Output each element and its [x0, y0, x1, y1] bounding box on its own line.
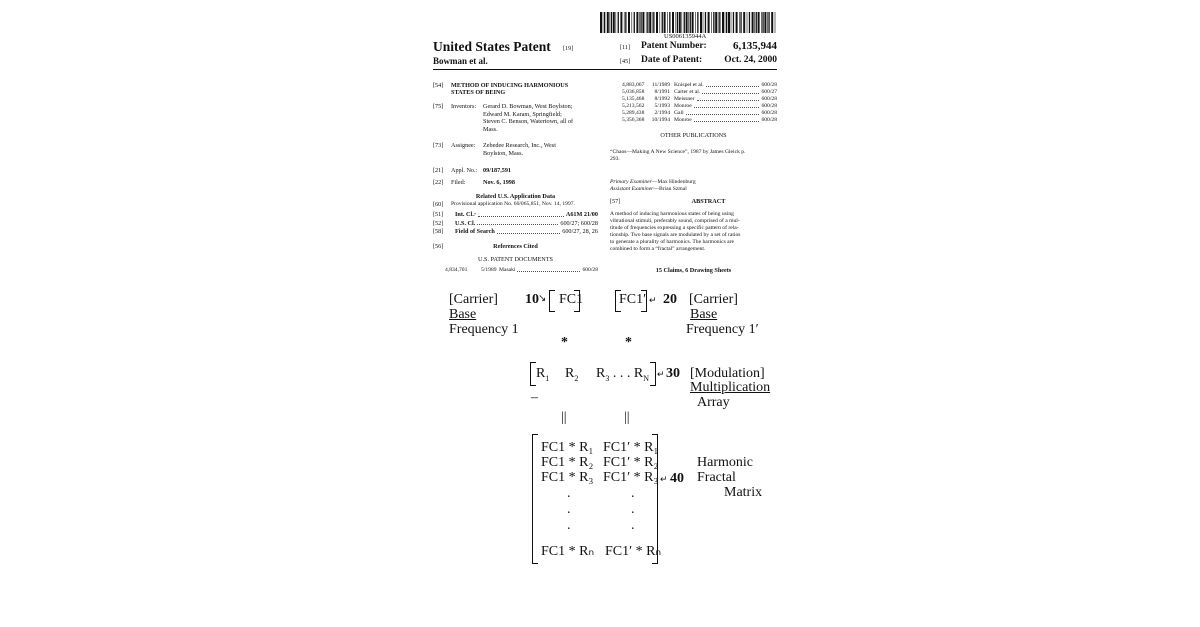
barcode-bar — [624, 12, 625, 33]
ref-class: 600/28 — [761, 103, 777, 109]
int-cl-label: Int. Cl. — [455, 211, 474, 218]
barcode-bar — [688, 12, 689, 33]
leader-dots — [478, 211, 564, 217]
invention-title-1: METHOD OF INDUCING HARMONIOUS — [451, 82, 569, 89]
assignee-code: [73] — [433, 142, 444, 149]
barcode-bar — [684, 12, 685, 33]
barcode-bar — [728, 12, 730, 33]
us-cl-row — [433, 220, 598, 228]
other-pub-line: 293. — [610, 156, 620, 162]
ref-class: 600/28 — [761, 82, 777, 88]
abstract-text — [610, 211, 777, 253]
r-symbol: R — [596, 366, 606, 381]
refs-code: [56] — [433, 243, 444, 250]
barcode-bar — [676, 12, 677, 33]
related-heading: Related U.S. Application Data — [475, 193, 556, 200]
barcode-bar — [749, 12, 750, 33]
r-subscript: 3 — [605, 373, 610, 383]
ref-40: 40 — [670, 471, 684, 486]
ref-num: 5,213,562 — [622, 103, 645, 109]
barcode-bar — [610, 12, 611, 33]
abstract-line: to generate a plurality of harmonics. The harmonics are — [610, 239, 734, 245]
field-code: [58] — [433, 228, 444, 236]
fc1-prime-box: FC1′ — [619, 292, 647, 307]
us-cl-code: [52] — [433, 219, 444, 227]
assignee-label: Assignee: — [451, 142, 476, 149]
assignee-line: Zebedee Research, Inc., West — [483, 142, 556, 149]
bracket-right — [650, 362, 656, 386]
ref-name: Masaki — [499, 267, 516, 273]
primary-examiner-name: —Max Hindenburg — [651, 179, 696, 185]
abstract-line: titude of frequencies expressing a specific pattern of rela- — [610, 225, 739, 231]
inventor-line: Edward M. Karam, Springfield; — [483, 110, 562, 118]
barcode-bar — [653, 12, 654, 33]
assistant-examiner-label: Assistant Examiner — [610, 186, 654, 192]
leader-dots — [694, 103, 760, 108]
barcode-bar — [733, 12, 734, 33]
barcode-bar — [767, 12, 768, 33]
barcode-bar — [692, 12, 694, 33]
int-cl-code: [51] — [433, 211, 444, 218]
assignee-list — [483, 142, 556, 157]
ref-class: 600/28 — [761, 110, 777, 116]
primary-examiner — [610, 179, 696, 186]
matrix-cell: FC1′ * Rₙ — [605, 544, 662, 559]
barcode-bar — [613, 12, 615, 33]
field-value: 600/27, 28, 26 — [562, 228, 598, 236]
fractal-label: Fractal — [697, 470, 736, 485]
filed-label: Filed: — [451, 179, 466, 186]
us-cl-label: U.S. Cl. — [455, 219, 476, 227]
fc1-box: FC1 — [559, 292, 584, 307]
barcode-bar — [726, 12, 727, 33]
ref-row — [622, 96, 777, 103]
leader-dots — [517, 267, 580, 272]
ref-row — [622, 117, 777, 124]
barcode-bar — [662, 12, 663, 33]
provisional-code: [60] — [433, 201, 444, 208]
barcode-bar — [669, 12, 670, 33]
barcode-bar — [686, 12, 688, 33]
r-symbol: R — [565, 366, 575, 381]
matrix-bracket-left — [532, 434, 538, 564]
ref-row — [622, 103, 777, 110]
barcode-bar — [682, 12, 683, 33]
barcode-bar — [739, 12, 740, 33]
r1 — [536, 366, 549, 387]
barcode-bar — [756, 12, 757, 33]
abstract-line: tionship. Two base signals are modulated by a set of ratios — [610, 232, 741, 238]
title-code: [19] — [563, 45, 574, 52]
barcode-bar — [690, 12, 691, 33]
leader-dots — [497, 228, 560, 234]
vertical-dot: . — [567, 486, 571, 501]
barcode-bar — [620, 12, 622, 33]
barcode-bar — [603, 12, 604, 33]
other-pubs-heading: OTHER PUBLICATIONS — [660, 132, 727, 139]
inventor-line: Gerard D. Bowman, West Boylston; — [483, 103, 573, 110]
base-right-label: Base — [690, 307, 718, 322]
ellipsis: . . . — [609, 366, 634, 381]
barcode-bar — [618, 12, 619, 33]
ref-date: 11/1989 — [651, 82, 670, 88]
field-of-search-row — [433, 228, 598, 236]
barcode-bar — [752, 12, 754, 33]
matrix-cell: FC1 * R₂ — [541, 455, 594, 470]
classification-block — [433, 211, 598, 236]
appl-number: 09/187,591 — [483, 167, 512, 174]
ref-row — [622, 110, 777, 117]
barcode-bar — [625, 12, 626, 33]
primary-examiner-label: Primary Examiner — [610, 179, 652, 185]
field-label: Field of Search — [455, 228, 495, 236]
barcode-bar — [656, 12, 658, 33]
barcode-bar — [725, 12, 726, 33]
barcode-bar — [607, 12, 609, 33]
bracket-left — [549, 290, 555, 312]
header-divider — [433, 69, 777, 70]
us-docs-heading: U.S. PATENT DOCUMENTS — [478, 256, 553, 263]
r-subscript: N — [643, 373, 649, 383]
ref-num: 4,883,067 — [622, 82, 645, 88]
barcode-bar — [640, 12, 641, 33]
barcode-bar — [708, 12, 710, 33]
ref-num: 5,289,438 — [622, 110, 645, 116]
abstract-heading: ABSTRACT — [691, 198, 726, 205]
leader-dots — [706, 82, 760, 87]
ref-name: Monroe — [674, 117, 692, 123]
modulation-label: [Modulation] — [690, 366, 765, 381]
assistant-examiner-name: —Brian Szmal — [653, 186, 687, 192]
barcode-bar — [719, 12, 720, 33]
carrier-right-label: [Carrier] — [689, 292, 738, 307]
vertical-dot: . — [567, 502, 571, 517]
ref-name: Monroe — [674, 103, 692, 109]
matrix-cell: FC1′ * R₂ — [603, 455, 659, 470]
barcode-bar — [761, 12, 762, 33]
barcode-bar — [771, 12, 773, 33]
int-cl-value: A61M 21/00 — [565, 211, 598, 218]
matrix-cell: FC1′ * R₃ — [603, 470, 659, 485]
patent-number-code: [11] — [620, 44, 631, 51]
appl-label: Appl. No.: — [451, 167, 478, 174]
barcode-bar — [722, 12, 724, 33]
barcode-bar — [664, 12, 666, 33]
abstract-code: [57] — [610, 198, 621, 205]
leader-dots — [686, 110, 760, 115]
r2 — [565, 366, 578, 387]
r-subscript: 2 — [574, 373, 579, 383]
date-code: [45] — [620, 58, 631, 65]
barcode-bar — [667, 12, 668, 33]
barcode-bar — [632, 12, 633, 33]
barcode-bar — [639, 12, 640, 33]
barcode-bar — [628, 12, 630, 33]
barcode-bar — [634, 12, 635, 33]
ref-class: 600/28 — [761, 96, 777, 102]
matrix-cell: FC1′ * R₁ — [603, 440, 659, 455]
ref-date: 5/1989 — [481, 267, 497, 273]
assignee-line: Boylston, Mass. — [483, 149, 524, 157]
barcode-bar — [700, 12, 702, 33]
patent-title: United States Patent — [433, 39, 551, 54]
barcode-bar — [611, 12, 612, 33]
vertical-dot: . — [567, 518, 571, 533]
r3-to-rn — [596, 366, 649, 387]
ref-date: 5/1993 — [654, 103, 670, 109]
ref-num: 5,135,468 — [622, 96, 645, 102]
assistant-examiner — [610, 186, 687, 193]
leader-dots — [702, 89, 759, 94]
barcode-bar — [731, 12, 732, 33]
matrix-label: Matrix — [724, 485, 763, 500]
barcode-bar — [736, 12, 738, 33]
r-symbol: R — [633, 366, 644, 381]
claims-line: 15 Claims, 6 Drawing Sheets — [655, 267, 732, 274]
barcode-bar — [711, 12, 712, 33]
reference-list — [622, 82, 777, 124]
r-symbol: R — [536, 366, 546, 381]
patent-number-label: Patent Number: — [641, 41, 707, 51]
barcode-bar — [636, 12, 638, 33]
star-right: * — [625, 335, 632, 350]
barcode-bar — [646, 12, 647, 33]
inventor-short: Bowman et al. — [433, 56, 488, 66]
harmonic-label: Harmonic — [697, 455, 753, 470]
patent-date: Oct. 24, 2000 — [724, 55, 777, 65]
frequency-right-label: Frequency 1′ — [686, 322, 759, 337]
vertical-dot: . — [631, 486, 635, 501]
star-left: * — [561, 335, 568, 350]
ref-class: 600/28 — [761, 117, 777, 123]
ref-num: 5,356,368 — [622, 117, 645, 123]
barcode-bar — [715, 12, 717, 33]
refs-heading: References Cited — [493, 243, 538, 250]
ref-name: Carter et al. — [674, 89, 701, 95]
leader-dots — [694, 117, 760, 122]
base-left-label: Base — [449, 307, 477, 322]
barcode-bar — [695, 12, 696, 33]
barcode-number: US006135944A — [664, 33, 707, 40]
equals-right: || — [624, 410, 630, 425]
ref-date: 2/1994 — [654, 110, 670, 116]
ref-num: 4,834,701 — [445, 267, 468, 273]
date-label: Date of Patent: — [641, 55, 703, 65]
abstract-line: vibrational stimuli, preferably sound, comprised of a mul- — [610, 218, 740, 224]
title-section-code: [54] — [433, 82, 444, 89]
inventor-line: Steven C. Benson, Watertown, all of — [483, 118, 574, 126]
abstract-line: A method of inducing harmonious states of being using — [610, 211, 734, 217]
matrix-cell: FC1 * Rₙ — [541, 544, 595, 559]
barcode-bar — [762, 12, 763, 33]
ref-name: Knispel et al. — [674, 82, 704, 88]
lead-arrow: ↵ — [660, 474, 668, 484]
leader-dots — [697, 96, 760, 101]
ref-30: 30 — [666, 366, 680, 381]
lead-arrow: ↵ — [657, 369, 665, 379]
ref-10: 10 — [525, 292, 539, 307]
array-label: Array — [697, 395, 730, 410]
inventors-label: Inventors: — [451, 103, 477, 110]
inventor-line: Mass. — [483, 125, 498, 133]
ref-row — [622, 82, 777, 89]
ref-date: 8/1991 — [654, 89, 670, 95]
other-pub-line: “Chaos—Making A New Science”, 1987 by James Gleick p. — [610, 149, 746, 155]
ref-name: Gall — [674, 110, 684, 116]
us-cl-value: 600/27; 600/28 — [560, 219, 598, 227]
invention-title-2: STATES OF BEING — [451, 89, 506, 96]
barcode-bar — [713, 12, 714, 33]
int-cl-sup: 7 — [473, 212, 476, 217]
barcode-bar — [672, 12, 674, 33]
filed-code: [22] — [433, 179, 444, 186]
barcode-bar — [758, 12, 760, 33]
barcode-bar — [718, 12, 719, 33]
barcode-bar — [775, 12, 776, 33]
barcode-bar — [660, 12, 661, 33]
vertical-dot: . — [631, 518, 635, 533]
barcode-bar — [600, 12, 602, 33]
matrix-cell: FC1 * R₃ — [541, 470, 594, 485]
barcode-bar — [642, 12, 644, 33]
barcode-bar — [652, 12, 653, 33]
barcode-bar — [754, 12, 755, 33]
barcode — [600, 12, 776, 33]
appl-code: [21] — [433, 167, 444, 174]
bracket-right — [641, 290, 647, 312]
other-pub — [610, 149, 777, 163]
multiplication-label: Multiplication — [690, 380, 771, 395]
leader-dots — [477, 220, 558, 226]
ref-row — [622, 89, 777, 96]
patent-number: 6,135,944 — [733, 40, 777, 52]
ref-date: 10/1994 — [651, 117, 670, 123]
filed-date: Nov. 6, 1998 — [483, 179, 515, 186]
barcode-bar — [703, 12, 704, 33]
r-subscript: 1 — [545, 373, 550, 383]
vertical-dot: . — [631, 502, 635, 517]
equals-left: || — [561, 410, 567, 425]
barcode-bar — [604, 12, 605, 33]
dash-mark: – — [531, 390, 538, 405]
ref-class: 600/28 — [582, 267, 598, 273]
barcode-bar — [764, 12, 766, 33]
barcode-bar — [768, 12, 769, 33]
int-cl-row — [433, 211, 598, 219]
ref-class: 600/27 — [761, 89, 777, 95]
barcode-bar — [647, 12, 648, 33]
lead-arrow: ↵ — [649, 295, 657, 305]
bracket-right — [574, 290, 580, 312]
barcode-bar — [705, 12, 706, 33]
inventors-code: [75] — [433, 103, 444, 110]
barcode-bar — [743, 12, 745, 33]
carrier-left-label: [Carrier] — [449, 292, 498, 307]
ref-num: 5,036,858 — [622, 89, 645, 95]
matrix-cell: FC1 * R₁ — [541, 440, 594, 455]
barcode-bar — [679, 12, 681, 33]
ref-name: Meissner — [674, 96, 695, 102]
barcode-bar — [747, 12, 748, 33]
lead-arrow: ↘ — [538, 293, 547, 304]
ref-20: 20 — [663, 292, 677, 307]
abstract-line: combined to form a “fractal” arrangement. — [610, 246, 706, 252]
barcode-bar — [649, 12, 651, 33]
inventors-list — [483, 103, 573, 133]
barcode-bar — [697, 12, 698, 33]
barcode-bar — [740, 12, 741, 33]
provisional-text: Provisional application No. 60/065,851, Nov. 14, 1997. — [451, 201, 575, 207]
barcode-bar — [677, 12, 678, 33]
frequency-left-label: Frequency 1 — [449, 322, 519, 337]
barcode-bar — [616, 12, 617, 33]
ref-date: 8/1992 — [654, 96, 670, 102]
ref-row — [445, 267, 598, 274]
